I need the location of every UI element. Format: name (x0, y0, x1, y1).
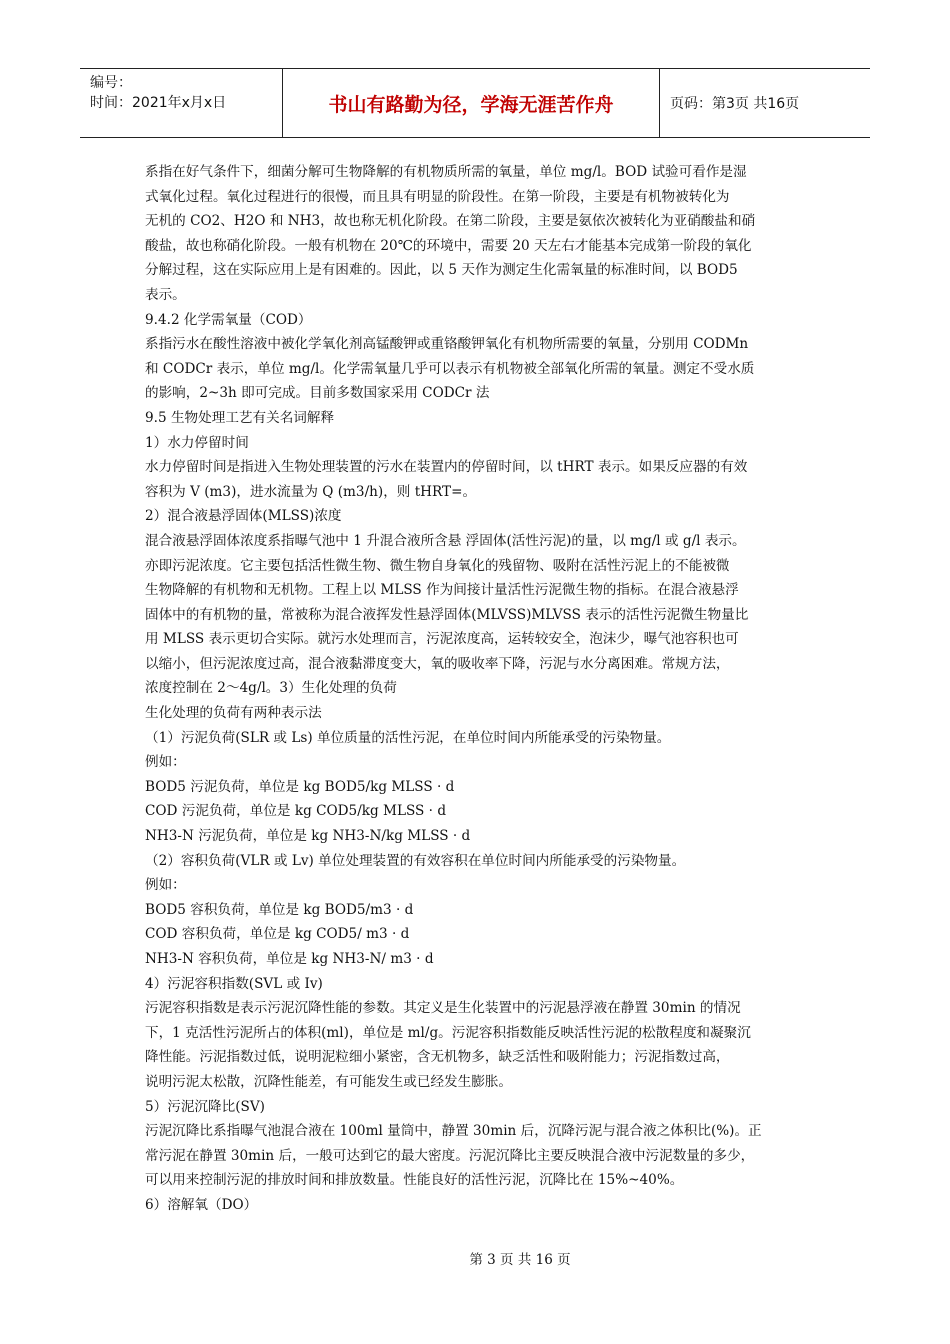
text-line: 和 CODCr 表示，单位 mg/l。化学需氧量几乎可以表示有机物被全部氧化所需的氧量。测定不受水质 (145, 360, 755, 377)
page-header (80, 68, 870, 138)
text-line: 1）水力停留时间 (145, 434, 249, 451)
text-line: 5）污泥沉降比(SV) (145, 1098, 265, 1115)
text-line: 式氧化过程。氧化过程进行的很慢，而且具有明显的阶段性。在第一阶段，主要是有机物被转化为 (145, 188, 730, 205)
text-line: 系指污水在酸性溶液中被化学氧化剂高锰酸钾或重铬酸钾氧化有机物所需要的氧量，分别用 CODMn (145, 336, 749, 353)
text-line: 容积为 V (m3)，进水流量为 Q (m3/h)，则 tHRT=。 (145, 483, 477, 500)
text-line: （2）容积负荷(VLR 或 Lv) 单位处理装置的有效容积在单位时间内所能承受的污染物量。 (145, 852, 686, 869)
text-line: 酸盐，故也称硝化阶段。一般有机物在 20℃的环境中，需要 20 天左右才能基本完成第一阶段的氧化 (145, 237, 752, 254)
text-line: 6）溶解氧（DO） (145, 1196, 258, 1213)
text-line: COD 容积负荷，单位是 kg COD5/ m3 · d (145, 926, 410, 943)
text-line: BOD5 容积负荷，单位是 kg BOD5/m3 · d (145, 901, 414, 918)
text-line: 用 MLSS 表示更切合实际。就污水处理而言，污泥浓度高，运转较安全，泡沫少，曝气池容积也可 (145, 631, 739, 648)
text-line: 9.5 生物处理工艺有关名词解释 (145, 409, 335, 426)
text-line: COD 污泥负荷，单位是 kg COD5/kg MLSS · d (145, 803, 447, 820)
header-motto: 书山有路勤为径，学海无涯苦作舟 (283, 69, 660, 137)
text-line: 水力停留时间是指进入生物处理装置的污水在装置内的停留时间，以 tHRT 表示。如果反应器的有效 (145, 459, 748, 476)
text-line: 9.4.2 化学需氧量（COD） (145, 311, 312, 328)
header-meta (80, 69, 283, 137)
text-line: 混合液悬浮固体浓度系指曝气池中 1 升混合液所含悬 浮固体(活性污泥)的量，以 mg/l 或 g/l 表示。 (145, 532, 746, 549)
text-line: 无机的 CO2、H2O 和 NH3，故也称无机化阶段。在第二阶段，主要是氨依次被转化为亚硝酸盐和硝 (145, 213, 756, 230)
text-line: 以缩小，但污泥浓度过高，混合液黏滞度变大，氧的吸收率下降，污泥与水分离困难。常规方法， (145, 655, 730, 672)
text-line: 降性能。污泥指数过低，说明泥粒细小紧密，含无机物多，缺乏活性和吸附能力；污泥指数过高， (145, 1049, 730, 1066)
text-line: （1）污泥负荷(SLR 或 Ls) 单位质量的活性污泥，在单位时间内所能承受的污染物量。 (145, 729, 671, 746)
header-page-info: 页码：第3页 共16页 (670, 96, 800, 112)
text-line: 2）混合液悬浮固体(MLSS)浓度 (145, 508, 342, 525)
text-line: 表示。 (145, 286, 186, 303)
text-line: 例如： (145, 754, 186, 771)
text-line: 浓度控制在 2～4g/l。3）生化处理的负荷 (145, 680, 397, 697)
text-line: NH3-N 容积负荷，单位是 kg NH3-N/ m3 · d (145, 951, 434, 967)
text-line: NH3-N 污泥负荷，单位是 kg NH3-N/kg MLSS · d (145, 828, 471, 845)
page-footer: 第 3 页 共 16 页 (469, 1252, 571, 1268)
text-line: 固体中的有机物的量，常被称为混合液挥发性悬浮固体(MLVSS)MLVSS 表示的活性污泥微生物量比 (145, 606, 749, 623)
text-line: 生物降解的有机物和无机物。工程上以 MLSS 作为间接计量活性污泥微生物的指标。在混合液悬浮 (145, 582, 739, 599)
document-date: 时间：2021年x月x日 (90, 95, 227, 111)
text-line: 生化处理的负荷有两种表示法 (145, 705, 322, 722)
text-line: 系指在好气条件下，细菌分解可生物降解的有机物质所需的氧量，单位 mg/l。BOD 试验可看作是湿 (145, 164, 747, 180)
text-line: 例如： (145, 877, 186, 894)
text-line: 污泥容积指数是表示污泥沉降性能的参数。其定义是生化装置中的污泥悬浮液在静置 30min 的情况 (145, 1000, 741, 1017)
text-line: 4）污泥容积指数(SVL 或 Iv) (145, 975, 323, 992)
document-number-label: 编号： (90, 75, 132, 91)
text-line: 污泥沉降比系指曝气池混合液在 100ml 量筒中，静置 30min 后，沉降污泥与混合液之体积比(%)。正 (145, 1123, 762, 1140)
text-line: 常污泥在静置 30min 后，一般可达到它的最大密度。污泥沉降比主要反映混合液中污泥数量的多少， (145, 1147, 755, 1164)
text-line: 可以用来控制污泥的排放时间和排放数量。性能良好的活性污泥，沉降比在 15%~40%。 (145, 1172, 684, 1189)
text-line: BOD5 污泥负荷，单位是 kg BOD5/kg MLSS · d (145, 778, 455, 795)
text-line: 说明污泥太松散，沉降性能差，有可能发生或已经发生膨胀。 (145, 1073, 513, 1090)
text-line: 的影响，2~3h 即可完成。目前多数国家采用 CODCr 法 (145, 385, 490, 402)
text-line: 下，1 克活性污泥所占的体积(ml)，单位是 ml/g。污泥容积指数能反映活性污泥的松散程度和凝聚沉 (145, 1024, 751, 1041)
document-body (145, 160, 813, 1218)
text-line: 分解过程，这在实际应用上是有困难的。因此，以 5 天作为测定生化需氧量的标准时间，以 BOD5 (145, 262, 738, 279)
text-line: 亦即污泥浓度。它主要包括活性微生物、微生物自身氧化的残留物、吸附在活性污泥上的不能被微 (145, 557, 730, 574)
